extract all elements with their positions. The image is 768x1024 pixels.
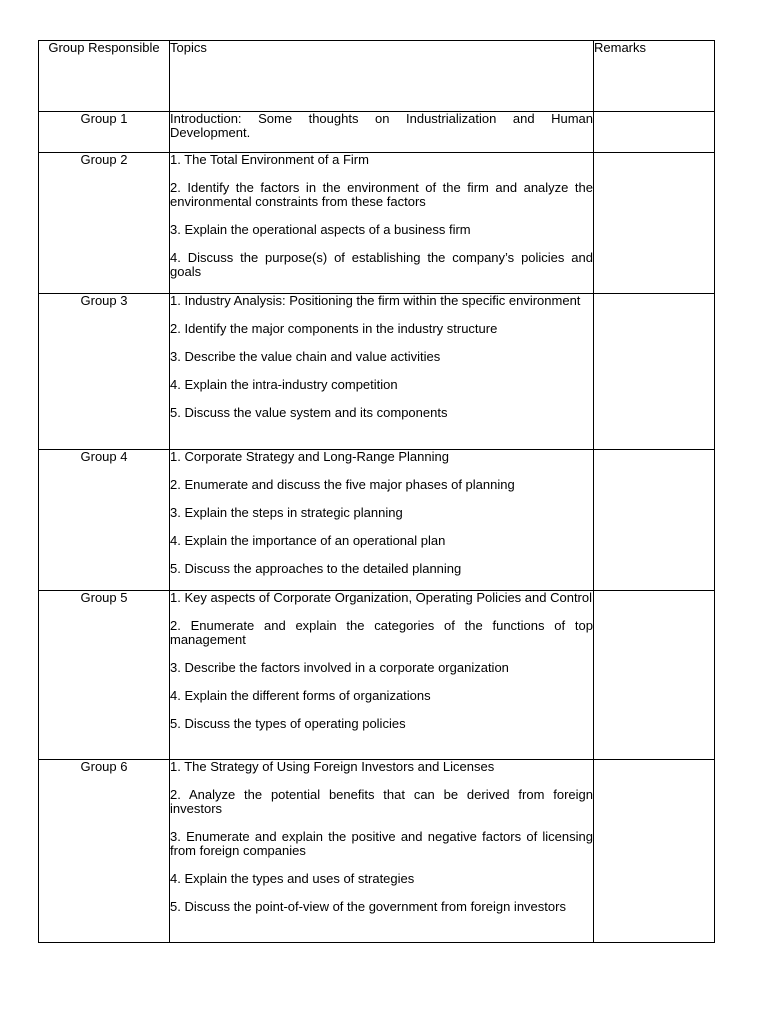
topic-item: 2. Analyze the potential benefits that can be derived from foreign investors	[170, 787, 593, 816]
remarks-cell	[594, 450, 715, 591]
topic-item: 3. Explain the operational aspects of a business firm	[170, 222, 471, 237]
topic-item: 1. The Strategy of Using Foreign Investors and Licenses	[170, 759, 495, 774]
table-row	[39, 760, 715, 943]
table-row	[39, 112, 715, 153]
table-header-row	[39, 41, 715, 112]
group-topics-table	[38, 40, 715, 943]
topic-item: 5. Discuss the point-of-view of the government from foreign investors	[170, 899, 566, 914]
topic-item: 4. Explain the importance of an operational plan	[170, 533, 446, 548]
remarks-cell	[594, 760, 715, 943]
topic-item: 1. Key aspects of Corporate Organization, Operating Policies and Control	[170, 590, 593, 605]
topic-item: 3. Enumerate and explain the positive and negative factors of licensing from foreign companies	[170, 829, 593, 858]
topic-item: 2. Identify the major components in the industry structure	[170, 321, 498, 336]
topic-item: 2. Enumerate and explain the categories of the functions of top management	[170, 618, 593, 647]
topics-cell	[170, 450, 594, 591]
header-remarks: Remarks	[594, 41, 715, 112]
topic-item: Introduction: Some thoughts on Industrialization and Human Development.	[170, 111, 593, 140]
topics-cell	[170, 112, 594, 153]
table-row	[39, 294, 715, 450]
topic-item: 5. Discuss the value system and its components	[170, 405, 448, 420]
group-cell: Group 6	[39, 760, 170, 943]
topic-item: 4. Discuss the purpose(s) of establishing the company’s policies and goals	[170, 250, 593, 279]
topics-cell	[170, 153, 594, 294]
table-row	[39, 591, 715, 760]
group-cell: Group 3	[39, 294, 170, 450]
group-cell: Group 1	[39, 112, 170, 153]
table-row	[39, 153, 715, 294]
topic-item: 3. Explain the steps in strategic planning	[170, 505, 403, 520]
topic-item: 4. Explain the different forms of organizations	[170, 688, 431, 703]
topic-item: 3. Describe the factors involved in a corporate organization	[170, 660, 509, 675]
remarks-cell	[594, 153, 715, 294]
topic-item: 2. Identify the factors in the environment of the firm and analyze the environmental constraints from these factors	[170, 180, 593, 209]
topic-item: 4. Explain the intra-industry competition	[170, 377, 398, 392]
topic-item: 3. Describe the value chain and value activities	[170, 349, 441, 364]
header-group-responsible: Group Responsible	[39, 41, 170, 112]
topic-item: 2. Enumerate and discuss the five major phases of planning	[170, 477, 515, 492]
topic-item: 1. Industry Analysis: Positioning the firm within the specific environment	[170, 293, 581, 308]
topic-item: 4. Explain the types and uses of strategies	[170, 871, 415, 886]
remarks-cell	[594, 591, 715, 760]
topics-cell	[170, 591, 594, 760]
group-cell: Group 2	[39, 153, 170, 294]
topics-cell	[170, 294, 594, 450]
topic-item: 1. Corporate Strategy and Long-Range Planning	[170, 449, 449, 464]
topic-item: 5. Discuss the approaches to the detailed planning	[170, 561, 462, 576]
topic-item: 5. Discuss the types of operating policies	[170, 716, 406, 731]
remarks-cell	[594, 112, 715, 153]
header-topics: Topics	[170, 41, 594, 112]
table-row	[39, 450, 715, 591]
topic-item: 1. The Total Environment of a Firm	[170, 152, 369, 167]
topics-cell	[170, 760, 594, 943]
remarks-cell	[594, 294, 715, 450]
group-cell: Group 4	[39, 450, 170, 591]
group-cell: Group 5	[39, 591, 170, 760]
